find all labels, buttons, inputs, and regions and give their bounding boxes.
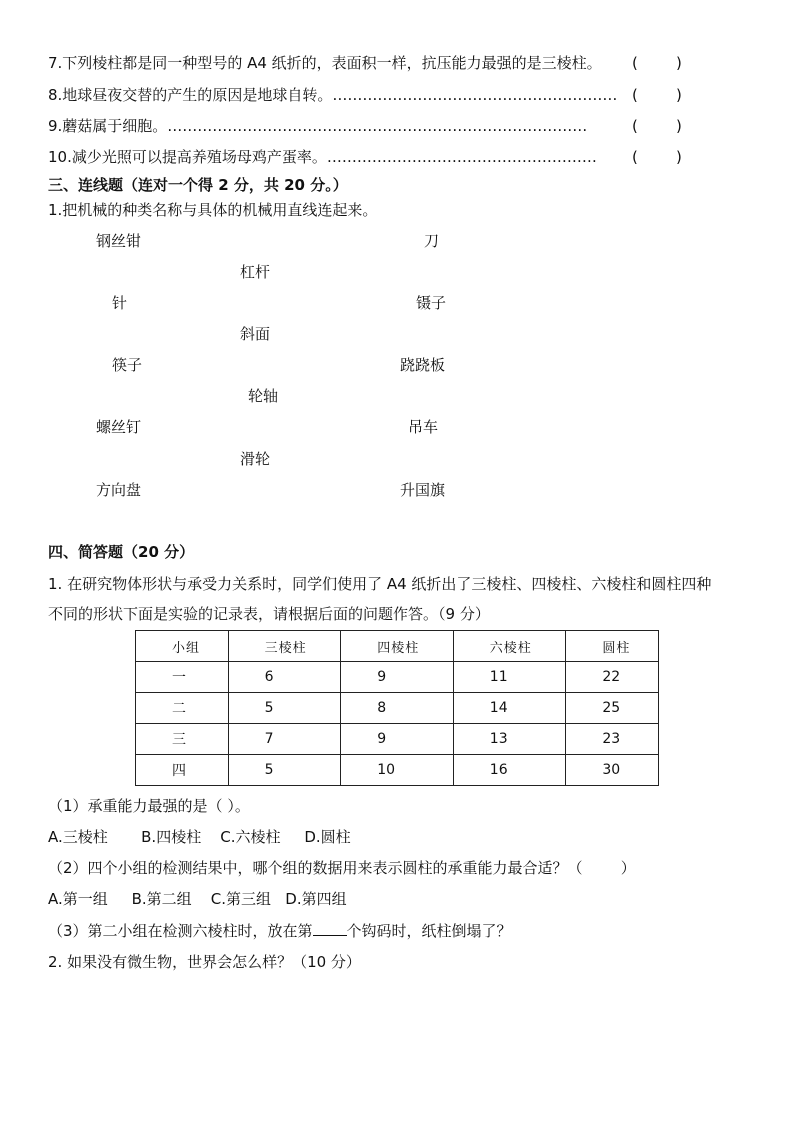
header-cylinder: 圆柱 [566, 631, 659, 662]
experiment-table [135, 630, 659, 786]
table-header-row [136, 631, 659, 662]
sub-question-3 [48, 921, 512, 941]
left-item-needle[interactable]: 针 [112, 294, 128, 312]
table-cell: 5 [228, 755, 341, 786]
table-cell: 6 [228, 662, 341, 693]
middle-item-slope[interactable]: 斜面 [240, 325, 271, 343]
sub-question-2-options: A.第一组 B.第二组 C.第三组 D.第四组 [48, 890, 347, 908]
left-item-steering-wheel[interactable]: 方向盘 [96, 481, 142, 499]
left-item-chopsticks[interactable]: 筷子 [112, 356, 143, 374]
table-cell: 13 [453, 724, 566, 755]
answer-paren-7[interactable]: ( ) [632, 54, 682, 72]
right-item-flag-raising[interactable]: 升国旗 [400, 481, 446, 499]
table-cell: 7 [228, 724, 341, 755]
judgement-item-9: 9.蘑菇属于细胞。………………………………………………………………………… [48, 117, 588, 135]
table-cell: 5 [228, 693, 341, 724]
table-cell: 16 [453, 755, 566, 786]
judgement-item-10: 10.减少光照可以提高养殖场母鸡产蛋率。……………………………………………… [48, 148, 597, 166]
sub-question-1: （1）承重能力最强的是（ ）。 [48, 797, 250, 815]
sub-question-1-options: A.三棱柱 B.四棱柱 C.六棱柱 D.圆柱 [48, 828, 351, 846]
table-cell: 30 [566, 755, 659, 786]
short-answer-heading: 四、简答题（20 分） [48, 543, 195, 561]
table-row [136, 724, 659, 755]
table-cell: 9 [341, 662, 454, 693]
table-cell: 二 [136, 693, 229, 724]
table-cell: 11 [453, 662, 566, 693]
table-row [136, 662, 659, 693]
judgement-item-8: 8.地球昼夜交替的产生的原因是地球自转。………………………………………………… [48, 86, 618, 104]
middle-item-lever[interactable]: 杠杆 [240, 263, 271, 281]
table-cell: 14 [453, 693, 566, 724]
header-triangular-prism: 三棱柱 [228, 631, 341, 662]
table-cell: 一 [136, 662, 229, 693]
table-cell: 23 [566, 724, 659, 755]
right-item-seesaw[interactable]: 跷跷板 [400, 356, 446, 374]
answer-blank[interactable] [313, 921, 347, 936]
right-item-crane[interactable]: 吊车 [408, 418, 439, 436]
table-cell: 三 [136, 724, 229, 755]
table-row [136, 755, 659, 786]
question-1-line-2: 不同的形状下面是实验的记录表，请根据后面的问题作答。（9 分） [48, 605, 490, 623]
middle-item-wheel-axle[interactable]: 轮轴 [248, 387, 279, 405]
question-1-line-1: 1. 在研究物体形状与承受力关系时，同学们使用了 A4 纸折出了三棱柱、四棱柱、六棱柱和圆柱四种 [48, 575, 712, 593]
left-item-pliers[interactable]: 钢丝钳 [96, 232, 142, 250]
judgement-item-7: 7.下列棱柱都是同一种型号的 A4 纸折的，表面积一样，抗压能力最强的是三棱柱。 [48, 54, 602, 72]
matching-heading: 三、连线题（连对一个得 2 分，共 20 分。） [48, 176, 348, 194]
left-item-screw[interactable]: 螺丝钉 [96, 418, 142, 436]
sub-question-3-text-before: （3）第二小组在检测六棱柱时，放在第 [48, 922, 313, 940]
question-2: 2. 如果没有微生物，世界会怎么样？（10 分） [48, 953, 361, 971]
matching-question: 1.把机械的种类名称与具体的机械用直线连起来。 [48, 201, 378, 219]
right-item-tweezers[interactable]: 镊子 [416, 294, 447, 312]
table-cell: 8 [341, 693, 454, 724]
header-hexagonal-prism: 六棱柱 [453, 631, 566, 662]
sub-question-3-text-after: 个钩码时，纸柱倒塌了？ [346, 922, 512, 940]
header-group: 小组 [136, 631, 229, 662]
answer-paren-10[interactable]: ( ) [632, 148, 682, 166]
table-row [136, 693, 659, 724]
table-cell: 22 [566, 662, 659, 693]
table-cell: 10 [341, 755, 454, 786]
middle-item-pulley[interactable]: 滑轮 [240, 450, 271, 468]
header-square-prism: 四棱柱 [341, 631, 454, 662]
table-cell: 25 [566, 693, 659, 724]
answer-paren-8[interactable]: ( ) [632, 86, 682, 104]
table-cell: 四 [136, 755, 229, 786]
sub-question-2: （2）四个小组的检测结果中，哪个组的数据用来表示圆柱的承重能力最合适？（ ） [48, 859, 636, 877]
answer-paren-9[interactable]: ( ) [632, 117, 682, 135]
right-item-knife[interactable]: 刀 [424, 232, 440, 250]
table-cell: 9 [341, 724, 454, 755]
